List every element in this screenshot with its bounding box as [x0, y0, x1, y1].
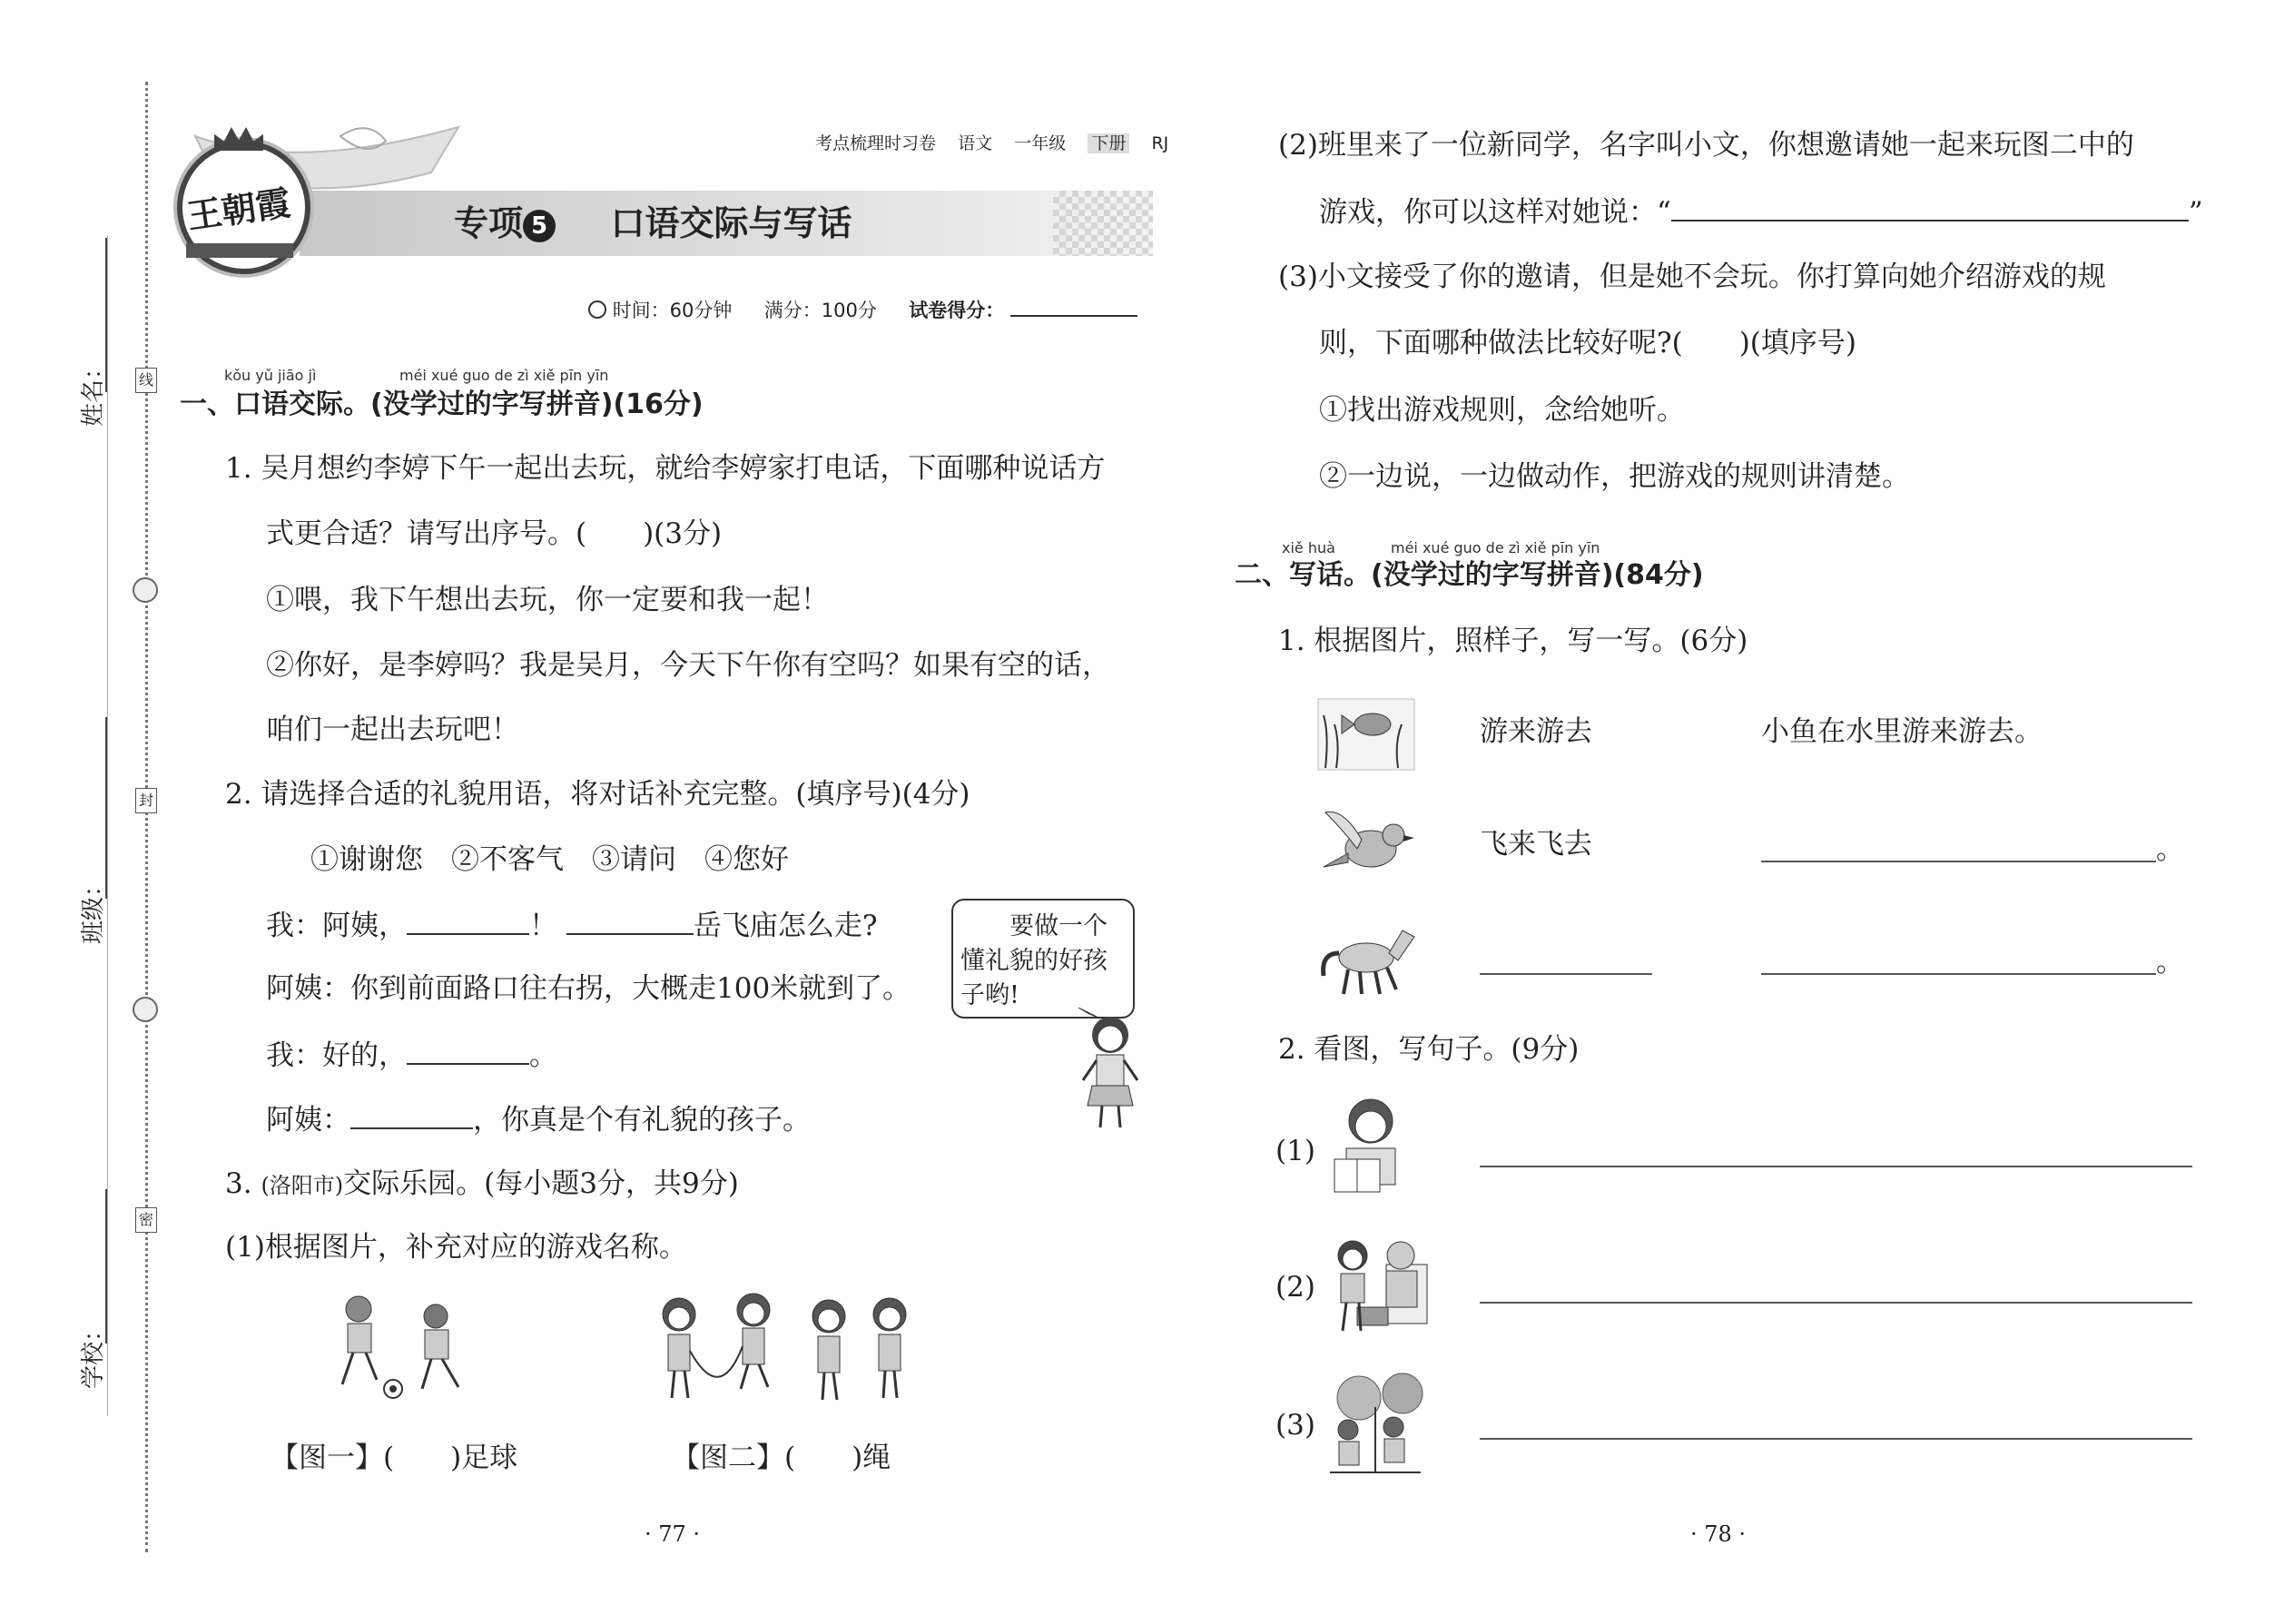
- q2-dialog-4: [266, 1100, 811, 1138]
- section1-pinyin-2: méi xué guo de zì xiě pīn yīn: [399, 367, 609, 384]
- q3-text: 交际乐园。(每小题3分，共9分): [343, 1167, 739, 1200]
- title-banner-checker: [1053, 191, 1153, 256]
- child-helping-elder-image: [1321, 1233, 1430, 1337]
- title-main: 口语交际与写话: [610, 203, 852, 243]
- binding-ornament-2: [133, 997, 158, 1022]
- dialog1-b: ！: [529, 910, 557, 942]
- horse-sentence-field[interactable]: [1761, 973, 2156, 975]
- w2-answer-2[interactable]: [1480, 1302, 2192, 1304]
- w2-item3-label: (3): [1275, 1409, 1315, 1442]
- q3-sub2a: (2)班里来了一位新同学，名字叫小文，你想邀请她一起来玩图二中的: [1278, 129, 2134, 162]
- figure2-caption: 【图二】( )绳: [672, 1442, 891, 1474]
- bird-sentence-field[interactable]: [1761, 861, 2156, 862]
- w1-title: 1. 根据图片，照样子，写一写。(6分): [1278, 625, 1748, 657]
- bird-sentence-end: 。: [2156, 833, 2184, 866]
- volume-badge: 下册: [1088, 133, 1129, 153]
- page-number-right: · 78 ·: [1690, 1521, 1747, 1547]
- w2-title: 2. 看图，写句子。(9分): [1278, 1033, 1580, 1066]
- jump-rope-kids-image: [652, 1287, 924, 1410]
- w2-answer-3[interactable]: [1480, 1438, 2192, 1440]
- fold-mark-3: 密: [135, 1207, 157, 1233]
- fold-mark-1: 线: [135, 368, 157, 393]
- dialog1-blank2[interactable]: [566, 906, 694, 935]
- dialog3-b: 。: [529, 1039, 557, 1072]
- figure1-caption: 【图一】( )足球: [271, 1442, 518, 1474]
- horse-sentence-end: 。: [2156, 946, 2184, 979]
- q3-sub1: (1)根据图片，补充对应的游戏名称。: [225, 1231, 687, 1264]
- edition: RJ: [1151, 133, 1169, 153]
- series-name: 考点梳理时习卷: [815, 133, 937, 153]
- school-field[interactable]: [105, 1189, 107, 1343]
- example-word: 游来游去: [1480, 715, 1592, 748]
- subject: 语文: [958, 133, 993, 153]
- boy-reading-image: [1321, 1094, 1421, 1203]
- dialog3-blank[interactable]: [407, 1036, 529, 1065]
- q1-option2a: ②你好，是李婷吗？我是吴月，今天下午你有空吗？如果有空的话，: [266, 649, 1110, 682]
- full-score: 满分：100分: [763, 300, 877, 321]
- example-sentence: 小鱼在水里游来游去。: [1761, 715, 2043, 748]
- logo-text: 王朝霞: [184, 182, 293, 237]
- speech-bubble: [951, 899, 1135, 1019]
- q2-line1: 2. 请选择合适的礼貌用语，将对话补充完整。(填序号)(4分): [225, 778, 970, 811]
- q1-line2: 式更合适？请写出序号。( )(3分): [266, 517, 723, 550]
- score-field[interactable]: [1010, 297, 1137, 317]
- bubble-line1: 要做一个: [1009, 912, 1108, 940]
- q3-sub3b: 则，下面哪种做法比较好呢?( )(填序号): [1319, 327, 1856, 359]
- q1-option1: ①喂，我下午想出去玩，你一定要和我一起！: [266, 584, 829, 616]
- football-kids-image: [322, 1289, 481, 1407]
- header-series: [815, 125, 1168, 162]
- section2-pinyin-1: xiě huà: [1282, 539, 1335, 556]
- w2-answer-1[interactable]: [1480, 1166, 2192, 1167]
- class-field[interactable]: [105, 717, 107, 899]
- q3-sub3-option1: ①找出游戏规则，念给她听。: [1319, 394, 1685, 427]
- girl-illustration: [1069, 1008, 1151, 1135]
- page-title: [454, 200, 852, 247]
- name-label: 姓名：: [80, 355, 107, 427]
- dialog1-c: 岳飞庙怎么走?: [693, 910, 878, 942]
- horse-image: [1316, 917, 1421, 999]
- q1-option2b: 咱们一起出去玩吧！: [266, 714, 519, 746]
- time-limit: 时间：60分钟: [612, 300, 733, 321]
- fold-mark-2: 封: [135, 788, 157, 813]
- q3-region-tag: (洛阳市): [261, 1173, 344, 1198]
- dialog1-a: 我：阿姨，: [266, 910, 407, 942]
- kids-planting-image: [1321, 1371, 1430, 1480]
- section1-pinyin-1: kǒu yǔ jiāo jì: [224, 367, 317, 384]
- q2-choices: ①谢谢您 ②不客气 ③请问 ④您好: [310, 843, 789, 876]
- q3-num: 3.: [225, 1167, 261, 1200]
- q1-line1: 1. 吴月想约李婷下午一起出去玩，就给李婷家打电话，下面哪种说话方: [225, 452, 1106, 485]
- q3-line1: [225, 1166, 739, 1204]
- clock-icon: [588, 300, 606, 319]
- bubble-line3: 子哟!: [960, 981, 1019, 1009]
- dialog4-a: 阿姨：: [266, 1104, 350, 1137]
- bubble-line2: 懂礼貌的好孩: [960, 947, 1108, 975]
- q2-dialog-1: [266, 906, 877, 944]
- dialog3-a: 我：好的，: [266, 1039, 407, 1072]
- q2-dialog-3: [266, 1036, 557, 1074]
- invite-answer-field[interactable]: [1671, 192, 2189, 221]
- page-number-left: · 77 ·: [645, 1521, 701, 1547]
- section2-pinyin-2: méi xué guo de zì xiě pīn yīn: [1391, 539, 1600, 556]
- dialog1-blank1[interactable]: [407, 906, 529, 935]
- section1-title: 一、口语交际。(没学过的字写拼音)(16分): [180, 389, 704, 420]
- fish-image: [1316, 697, 1416, 772]
- q3-sub3-option2: ②一边说，一边做动作，把游戏的规则讲清楚。: [1319, 460, 1910, 493]
- w2-item2-label: (2): [1275, 1271, 1315, 1304]
- binding-ornament-1: [133, 577, 158, 603]
- q3-sub2b: [1319, 192, 2203, 231]
- section2-title: 二、写话。(没学过的字写拼音)(84分): [1235, 559, 1704, 591]
- school-label: 学校：: [80, 1317, 107, 1389]
- title-number-badge: 5: [523, 210, 556, 242]
- bird-image: [1316, 803, 1416, 885]
- horse-word-field[interactable]: [1480, 973, 1652, 975]
- w2-item1-label: (1): [1275, 1135, 1315, 1167]
- word-2: 飞来飞去: [1480, 828, 1592, 861]
- sub2-close-quote: ”: [2188, 196, 2203, 229]
- grade: 一年级: [1014, 133, 1067, 153]
- score-label: 试卷得分：: [909, 300, 1005, 321]
- class-label: 班级：: [80, 872, 107, 944]
- q3-sub3a: (3)小文接受了你的邀请，但是她不会玩。你打算向她介绍游戏的规: [1278, 261, 2106, 293]
- sub2b-text: 游戏，你可以这样对她说：“: [1319, 196, 1671, 229]
- title-prefix: 专项: [454, 203, 524, 243]
- q2-dialog-2: 阿姨：你到前面路口往右拐，大概走100米就到了。: [266, 972, 911, 1005]
- dialog4-blank[interactable]: [350, 1100, 473, 1129]
- binding-dashed-line: [145, 82, 148, 1552]
- exam-info: [588, 292, 1137, 329]
- dialog4-b: ，你真是个有礼貌的孩子。: [473, 1104, 811, 1137]
- logo-ribbon: [186, 243, 293, 258]
- name-field[interactable]: [105, 238, 107, 392]
